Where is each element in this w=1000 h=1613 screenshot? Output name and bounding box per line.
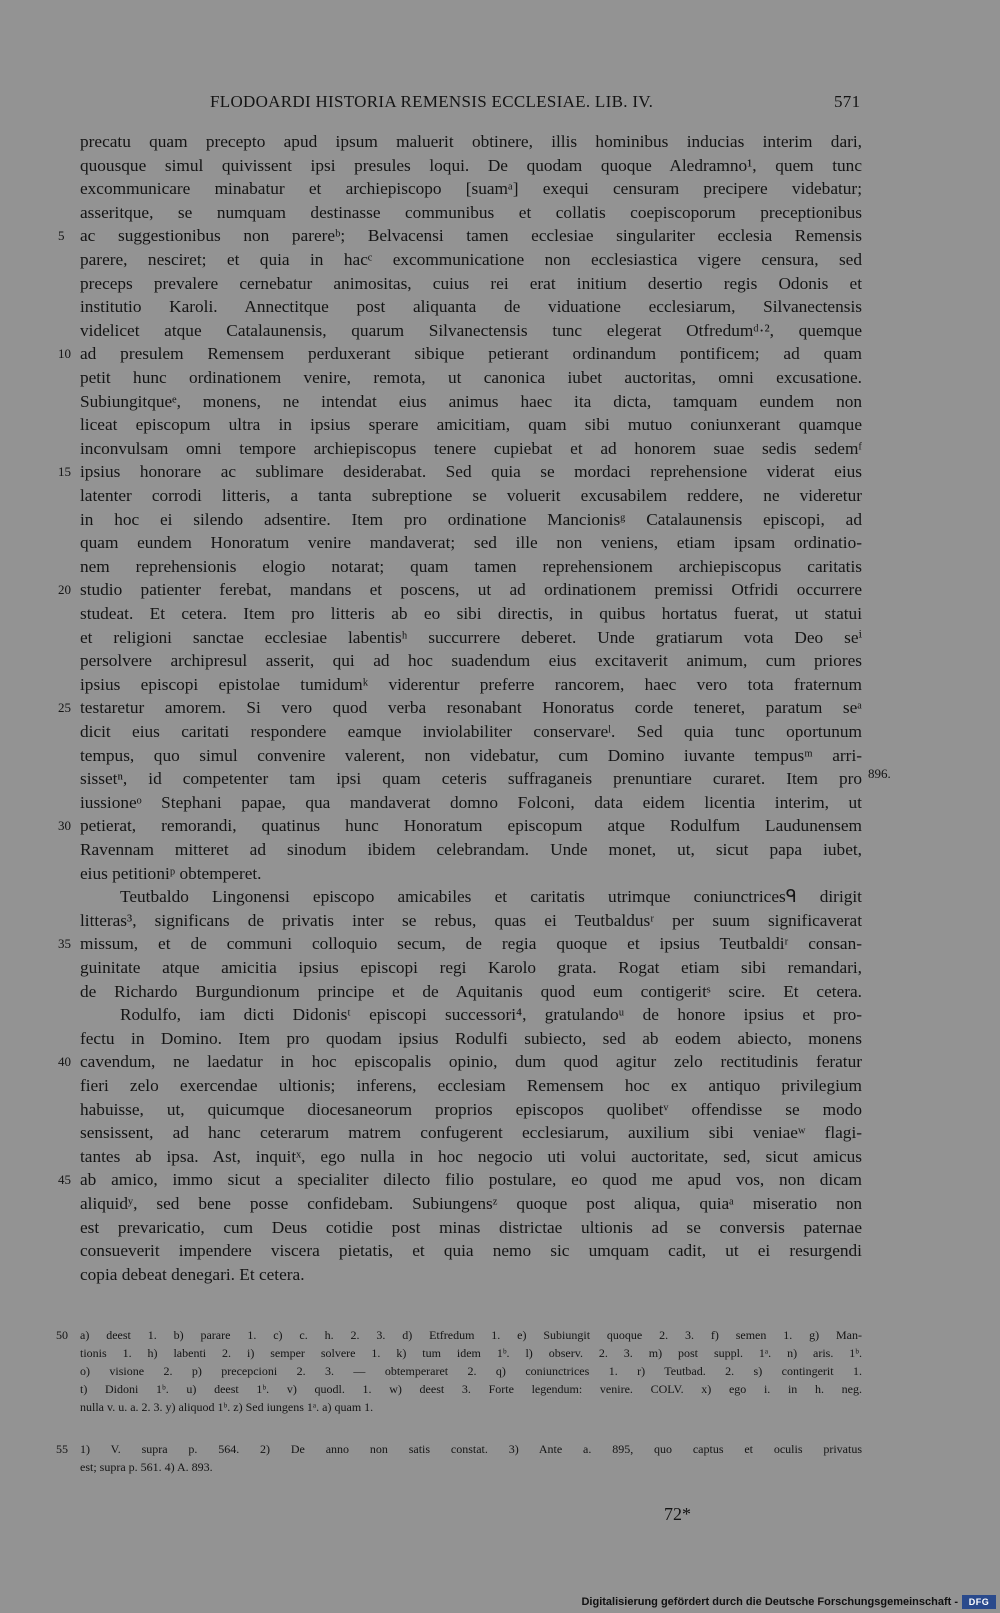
body-line: et religioni sanctae ecclesiae labentisʰ succurrere deberet. Unde gratiarum vota Deo seⁱ [80,627,862,647]
body-line: testaretur amorem. Si vero quod verba resonabant Honoratus corde teneret, paratum seᵃ [80,698,862,718]
body-line: nem reprehensionis elogio notarat; quam tamen reprehensionem archiepiscopus caritatis [80,556,862,576]
body-line: asseritque, se numquam destinasse communibus et collatis coepiscoporum preceptionibus [80,202,862,222]
body-line: precatu quam precepto apud ipsum maluerit obtinere, illis hominibus inducias interim dari, [80,132,862,151]
signature-mark: 72* [664,1504,691,1524]
body-line: petit hunc ordinationem venire, remota, ut canonica iubet auctoritas, omni excusatione. [80,368,862,387]
body-line: in hoc ei silendo adsentire. Item pro ordinatione Mancionisᵍ Catalaunensis episcopi, ad [80,509,862,529]
apparatus-line: nulla v. u. a. 2. 3. y) aliquod 1ᵇ. z) Sed iungens 1ᵃ. a) quam 1. [80,1400,374,1414]
dfg-logo-icon: DFG [962,1595,996,1609]
body-line: quam eundem Honoratum venire mandaverat; sed ille non veniens, etiam ipsam ordinatio- [80,533,862,553]
body-line: missum, et de communi colloquio secum, de regia quoque et ipsius Teutbaldiʳ consan- [80,934,862,954]
apparatus-line-number: 50 [56,1328,68,1342]
body-line: sensissent, ad hanc ceterarum matrem confugerent ecclesiarum, auxilium sibi veniaeʷ flagi- [80,1123,862,1143]
body-line: eius petitioniᵖ obtemperet. [80,863,262,883]
body-line: ab amico, immo sicut a specialiter dilecto filio postulare, eo quod me apud vos, non dicam [80,1170,862,1190]
body-line: Teutbaldo Lingonensi episcopo amicabiles et caritatis utrimque coniunctricesᑫ dirigit [120,887,862,907]
body-line: ad presulem Remensem perduxerant sibique petierant ordinandum pontificem; ad quam [80,344,862,364]
body-line: aliquidʸ, sed bene posse confidebam. Subiungensᶻ quoque post aliqua, quiaᵃ miseratio non [80,1194,862,1213]
apparatus-line: a) deest 1. b) parare 1. c) c. h. 2. 3. d) Etfredum 1. e) Subiungit quoque 2. 3. f) semen 1. g) Man- [80,1328,862,1342]
note-line: 1) V. supra p. 564. 2) De anno non satis constat. 3) Ante a. 895, quo captus et oculis privatus [80,1442,862,1456]
body-line: institutio Karoli. Annectitque post aliquanta de viduatione ecclesiarum, Silvanectensis [80,297,862,317]
body-line: habuisse, ut, quicumque diocesaneorum proprios episcopos quolibetᵛ offendisse se modo [80,1099,862,1119]
body-line: consueverit impendere viscera pietatis, et quia nemo sic umquam cadit, ut ei resurgendi [80,1241,862,1261]
body-line: est prevaricatio, cum Deus cotidie post minas districtae ultionis ad se conversis paternae [80,1217,862,1237]
footer-bar [0,1593,1000,1613]
body-line: tantes ab ipsa. Ast, inquitˣ, ego nulla in hoc negocio uti volui auctoritate, sed, sicut amicus [80,1146,862,1166]
body-line: ipsius honorare ac sublimare desiderabat. Sed quia se mordaci reprehensione viderat eius [80,462,862,482]
body-line: latenter corrodi litteris, a tanta subreptione se voluerit excusabilem reddere, ne videretur [80,486,862,505]
body-line: liceat episcopum ultra in ipsius sperare amicitiam, quam sibi mutuo coniunxerant quamque [80,415,862,435]
margin-year: 896. [868,766,891,781]
body-line: ac suggestionibus non parereᵇ; Belvacensi tamen ecclesiae singulariter ecclesia Remensis [80,226,862,246]
body-line: fieri zelo exercendae ultionis; inferens, ecclesiam Remensem hoc ex antiquo privilegium [80,1076,862,1095]
footer-credit: Digitalisierung gefördert durch die Deutsche Forschungsgemeinschaft - [581,1596,958,1608]
body-line: de Richardo Burgundionum principe et de Aquitanis quod eum contigeritˢ scire. Et cetera. [80,981,862,1001]
body-line-number: 45 [58,1172,71,1188]
body-line: dicit eius caritati respondere eamque inviolabiliter conservareˡ. Sed quia tunc oportunum [80,722,862,741]
body-line: studeat. Et cetera. Item pro litteris ab eo sibi directis, in quibus hortatus fuerat, ut statui [80,604,862,623]
body-line-number: 35 [58,936,71,952]
body-line: inconvulsam omni tempore archiepiscopus tenere cupiebat et ad honorem suae sedis sedemᶠ [80,438,862,458]
header-title: FLODOARDI HISTORIA REMENSIS ECCLESIAE. LIB. IV. [210,92,654,111]
body-line-number: 25 [58,700,71,716]
body-line: videlicet atque Catalaunensis, quarum Silvanectensis tunc elegerat Otfredumᵈ·², quemque [80,320,862,340]
apparatus-line: t) Didoni 1ᵇ. u) deest 1ᵇ. v) quodl. 1. w) deest 3. Forte legendum: venire. COLV. x) ego i. in h. neg. [80,1382,862,1396]
body-line: Ravennam mitteret ad sinodum ibidem celebrandam. Unde monet, ut, sicut papa iubet, [80,840,862,859]
body-line-number: 20 [58,582,71,598]
body-line: tempus, quo simul convenire valerent, non videbatur, cum Domino iuvante tempusᵐ arri- [80,745,862,765]
body-line: quousque simul quivissent ipsi presules loqui. De quodam quoque Aledramno¹, quem tunc [80,155,862,175]
body-line-number: 40 [58,1054,71,1070]
body-line-number: 15 [58,464,71,480]
body-line: copia debeat denegari. Et cetera. [80,1264,305,1284]
body-line-number: 30 [58,818,71,834]
body-line: persolvere archipresul asserit, qui ad hoc suadendum eius excitaverit animum, cum priores [80,651,862,671]
apparatus-line: o) visione 2. p) precepcioni 2. 3. — obtemperaret 2. q) coniunctrices 1. r) Teutbad. 2. s) contingerit 1. [80,1364,862,1378]
body-line-number: 10 [58,346,71,362]
body-line: Rodulfo, iam dicti Didonisᵗ episcopi successori⁴, gratulandoᵘ de honore ipsius et pro- [120,1005,862,1025]
body-line: cavendum, ne laedatur in hoc episcopalis opinio, dum quod agitur zelo rectitudinis feratur [80,1052,862,1072]
body-line: fectu in Domino. Item pro quodam ipsius Rodulfi subiecto, sed ab eodem abiecto, monens [80,1028,862,1048]
body-line: sissetⁿ, id competenter tam ipsi quam ceteris suffraganeis prenuntiare curaret. Item pro [80,769,862,789]
body-line: parere, nesciret; et quia in hacᶜ excommunicatione non ecclesiastica vigere censura, sed [80,250,862,269]
body-line: preceps prevalere cernebatur animositas, cuius rei erat initium desertio regis Odonis et [80,273,862,293]
body-line: petierat, remorandi, quatinus hunc Honoratum episcopum atque Rodulfum Laudunensem [80,816,862,836]
apparatus-line: tionis 1. h) labenti 2. i) semper solvere 1. k) tum idem 1ᵇ. l) observ. 2. 3. m) post suppl. 1ᵃ. n) aris. 1ᵇ. [80,1346,862,1360]
body-line-number: 5 [58,228,65,244]
page-number: 571 [834,92,861,111]
running-header [0,92,1000,116]
body-line: Subiungitqueᵉ, monens, ne intendat eius animus haec ita dicta, tamquam eundem non [80,391,862,411]
body-line: studio patienter ferebat, mandans et poscens, ut ad ordinationem premissi Otfridi occurrere [80,580,862,600]
body-line: iussioneᵒ Stephani papae, qua mandaverat domno Folconi, data eidem licentia interim, ut [80,792,862,812]
note-line-number: 55 [56,1442,68,1456]
body-line: litteras³, significans de privatis inter se rebus, quas ei Teutbaldusʳ per suum significaverat [80,910,862,930]
body-line: guinitate atque amicitia ipsius episcopi regi Karolo grata. Rogat etiam sibi remandari, [80,958,862,977]
note-line: est; supra p. 561. 4) A. 893. [80,1460,213,1474]
body-line: ipsius episcopi epistolae tumidumᵏ viderentur preferre rancorem, haec vero tota fraternum [80,674,862,694]
body-line: excommunicare minabatur et archiepiscopo [suamᵃ] exequi censuram precipere videbatur; [80,179,862,199]
